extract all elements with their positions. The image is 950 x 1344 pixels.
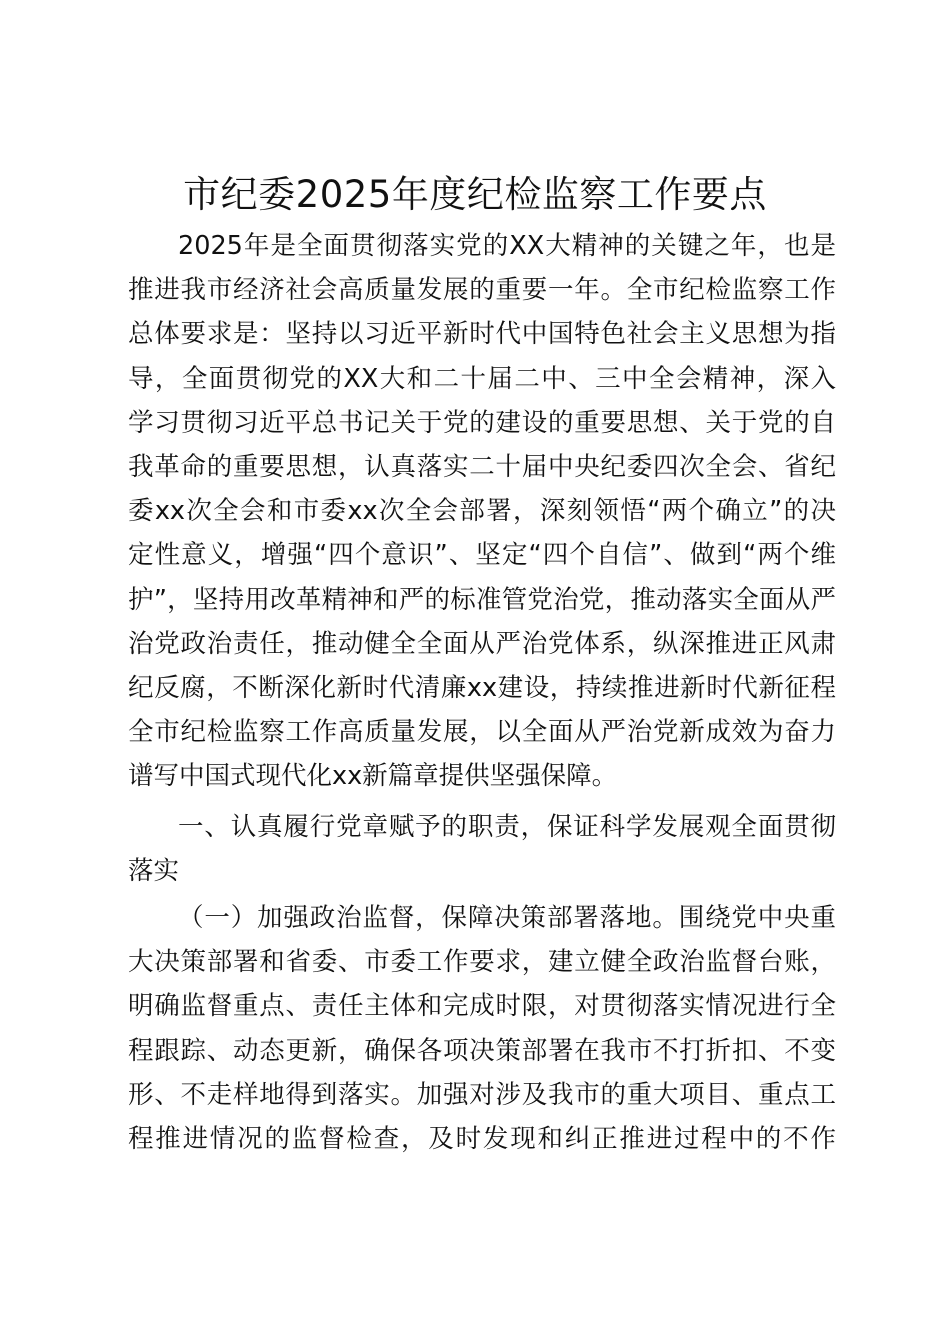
text-line: 形、不走样地得到落实。加强对涉及我市的重大项目、重点工 (128, 1079, 836, 1110)
text-line: 学习贯彻习近平总书记关于党的建设的重要思想、关于党的自 (128, 407, 836, 438)
text-line: 总体要求是：坚持以习近平新时代中国特色社会主义思想为指 (128, 319, 836, 350)
text-line: 2025年是全面贯彻落实党的XX大精神的关键之年，也是 (178, 231, 836, 261)
paragraph-intro (128, 224, 836, 798)
document-title: 市纪委2025年度纪检监察工作要点 (183, 173, 767, 216)
text-line: 谱写中国式现代化xx新篇章提供坚强保障。 (128, 761, 618, 792)
text-line: 护”，坚持用改革精神和严的标准管党治党，推动落实全面从严 (128, 584, 836, 615)
text-line: 导，全面贯彻党的XX大和二十届二中、三中全会精神，深入 (128, 363, 836, 394)
text-line: （一）加强政治监督，保障决策部署落地。围绕党中央重 (178, 903, 836, 933)
text-line: 我革命的重要思想，认真落实二十届中央纪委四次全会、省纪 (128, 451, 836, 482)
text-line: 定性意义，增强“四个意识”、坚定“四个自信”、做到“两个维 (128, 540, 836, 571)
text-line: 落实 (128, 856, 180, 887)
text-line: 明确监督重点、责任主体和完成时限，对贯彻落实情况进行全 (128, 991, 836, 1022)
text-line: 治党政治责任，推动健全全面从严治党体系，纵深推进正风肃 (128, 628, 836, 659)
text-line: 程跟踪、动态更新，确保各项决策部署在我市不打折扣、不变 (128, 1035, 836, 1066)
text-line: 纪反腐，不断深化新时代清廉xx建设，持续推进新时代新征程 (128, 672, 836, 703)
text-line: 大决策部署和省委、市委工作要求，建立健全政治监督台账， (128, 947, 836, 978)
text-line: 一、认真履行党章赋予的职责，保证科学发展观全面贯彻 (178, 812, 836, 842)
text-line: 全市纪检监察工作高质量发展，以全面从严治党新成效为奋力 (128, 717, 836, 748)
paragraph-section-item (128, 896, 836, 1161)
text-line: 委xx次全会和市委xx次全会部署，深刻领悟“两个确立”的决 (128, 496, 836, 527)
text-line: 推进我市经济社会高质量发展的重要一年。全市纪检监察工作 (128, 275, 836, 306)
section-heading (128, 805, 836, 893)
text-line: 程推进情况的监督检查，及时发现和纠正推进过程中的不作 (128, 1123, 836, 1154)
